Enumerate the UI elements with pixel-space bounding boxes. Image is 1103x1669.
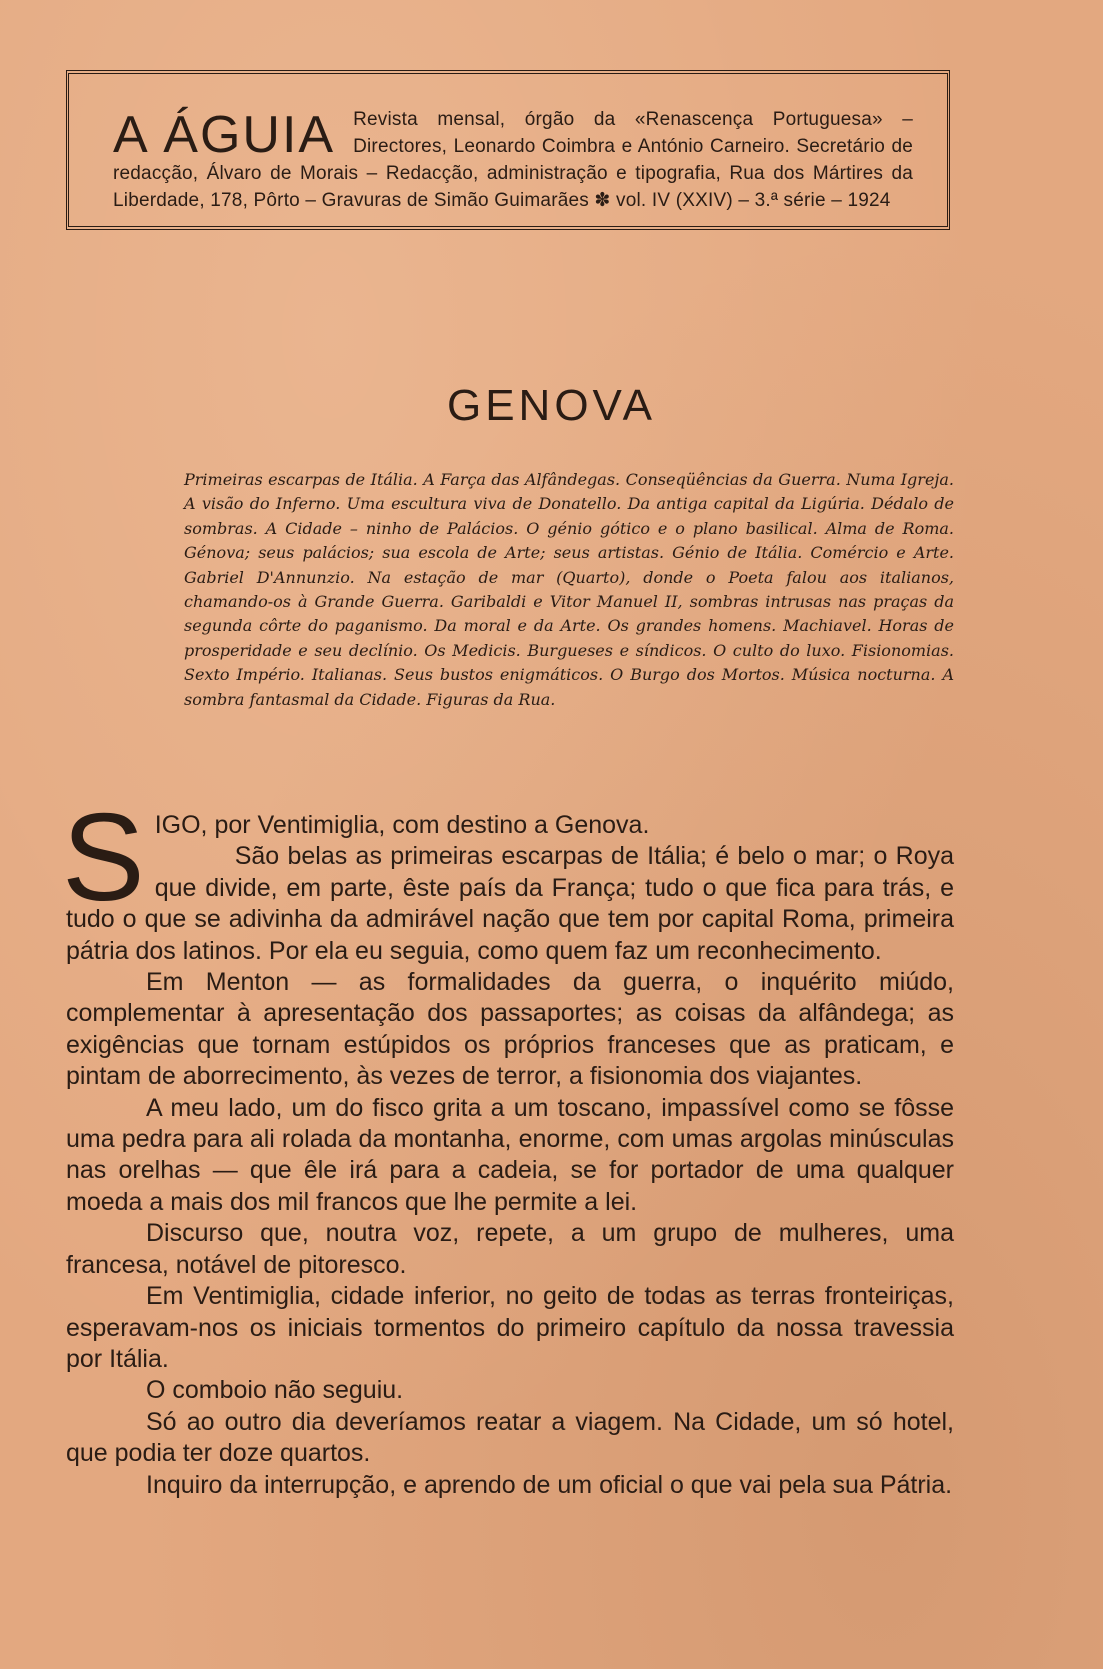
paragraph-8: Só ao outro dia deveríamos reatar a viagem. Na Cidade, um só hotel, que podia ter doze quartos.: [66, 1407, 954, 1468]
paragraph-2: [66, 841, 954, 967]
masthead-content: [113, 106, 913, 214]
masthead-box: [66, 70, 950, 230]
journal-title: A ÁGUIA: [113, 106, 336, 164]
masthead-text: Revista mensal, órgão da «Renascença Portuguesa» – Directores, Leonardo Coimbra e António Carneiro. Secretário de redacção, Álvaro de Morais – Redacção, administração e tipografia, Rua dos Mártires da Liberdade, 178, Pôrto – Gravuras de Simão Guimarães ✽ vol. IV (XXIV) – 3.ª série – 1924: [113, 109, 913, 211]
paragraph-2-text: São belas as primeiras escarpas de Itália; é belo o mar; o Roya que divide, em parte, êste país da França; tudo o que fica para trás, e tudo o que se adivinha da admirável nação que tem por capital Roma, primeira pátria dos latinos. Por ela eu seguia, como quem faz um reconhecimento.: [66, 842, 954, 965]
paragraph-7: O comboio não seguiu.: [146, 1376, 404, 1405]
paragraph-5: Discurso que, noutra voz, repete, a um grupo de mulheres, uma francesa, notável de pitoresco.: [66, 1219, 954, 1279]
paragraph-6: Em Ventimiglia, cidade inferior, no geito de todas as terras fronteiriças, esperavam-nos os iniciais tormentos do primeiro capítulo da nossa travessia por Itália.: [66, 1282, 954, 1373]
article-summary: Primeiras escarpas de Itália. A Farça das Alfândegas. Conseqüências da Guerra. Numa Igreja. A visão do Inferno. Uma escultura viva de Donatello. Da antiga capital da Ligúria. Dédalo de sombras. A Cidade – ninho de Palácios. O génio gótico e o plano basilical. Alma de Roma. Génova; seus palácios; sua escola de Arte; seus artistas. Génio de Itália. Comércio e Arte. Gabriel D'Annunzio. Na estação de mar (Quarto), donde o Poeta falou aos italianos, chamando-os à Grande Guerra. Garibaldi e Vitor Manuel II, sombras intrusas nas praças da segunda côrte do paganismo. Da moral e da Arte. Os grandes homens. Machiavel. Horas de prosperidade e seu declínio. Os Medicis. Burgueses e síndicos. O culto do luxo. Fisionomias. Sexto Império. Italianas. Seus bustos enigmáticos. O Burgo dos Mortos. Música nocturna. A sombra fantasmal da Cidade. Figuras da Rua.: [184, 470, 954, 709]
paragraph-1: IGO, por Ventimiglia, com destino a Genova.: [154, 811, 650, 839]
article-body: [62, 789, 954, 1501]
drop-cap: S: [62, 789, 145, 927]
paragraph-3: Em Menton — as formalidades da guerra, o inquérito miúdo, complementar à apresentação dos passaportes; as coisas da alfândega; as exigências que tornam estúpidos os próprios franceses que as praticam, e pintam de aborrecimento, às vezes de terror, a fisionomia dos viajantes.: [66, 968, 954, 1091]
paragraph-4: A meu lado, um do fisco grita a um toscano, impassível como se fôsse uma pedra para ali rolada da montanha, enorme, com umas argolas minúsculas nas orelhas — que êle irá para a cadeia, se for portador de uma qualquer moeda a mais dos mil francos que lhe permite a lei.: [66, 1093, 954, 1216]
paragraph-9: Inquiro da interrupção, e aprendo de um oficial o que vai pela sua Pátria.: [146, 1470, 953, 1499]
article-title: GENOVA: [446, 381, 656, 431]
